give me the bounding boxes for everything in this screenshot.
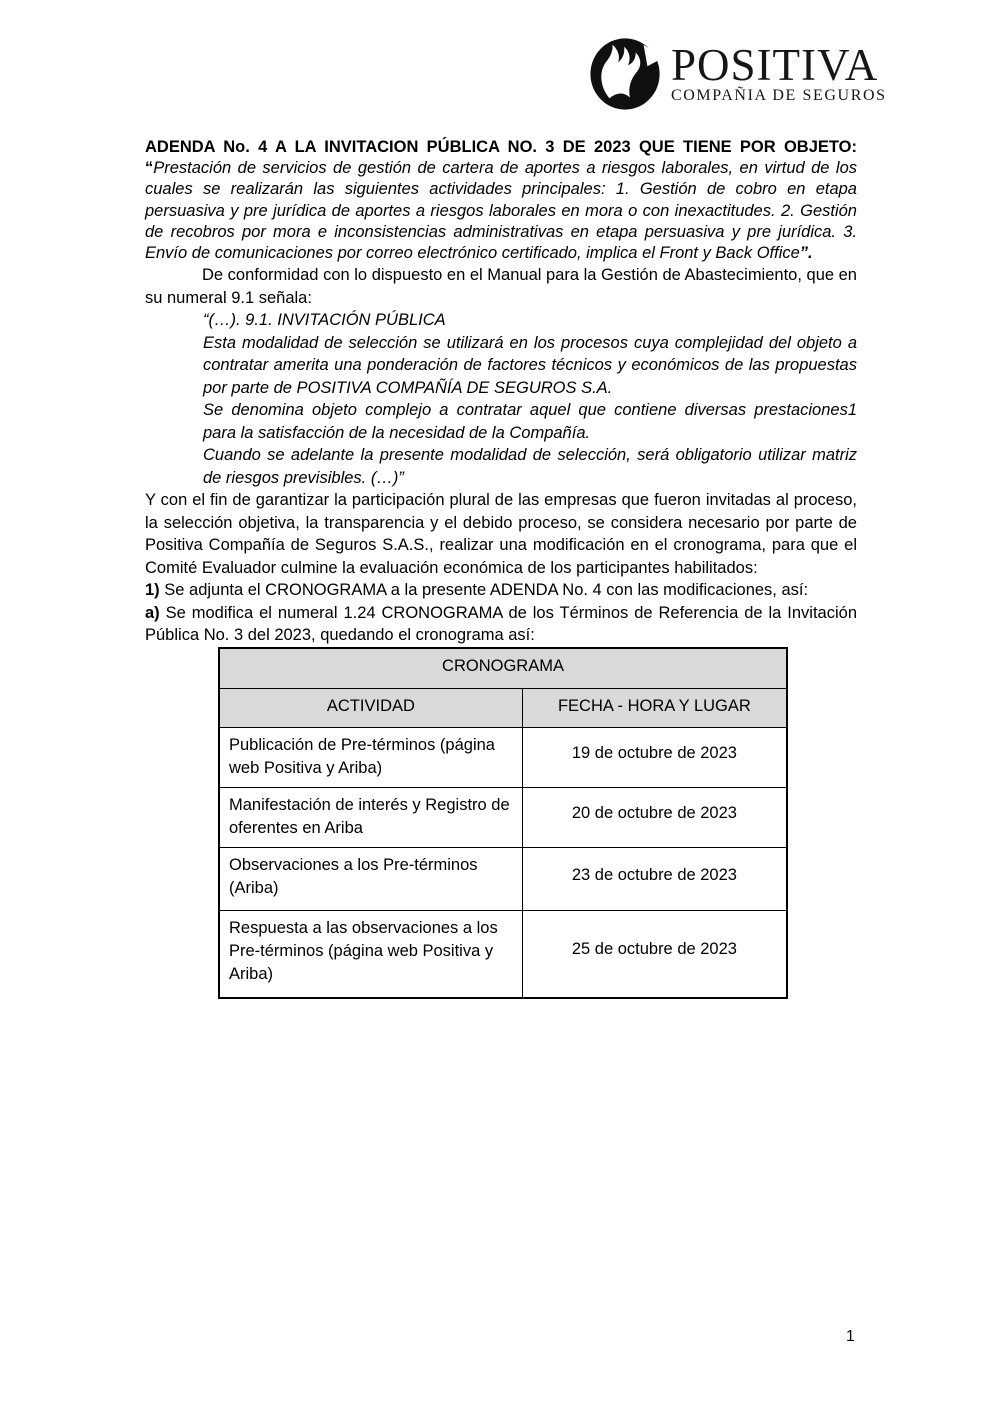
paragraph-intro: De conformidad con lo dispuesto en el Manual para la Gestión de Abastecimiento, que en su numeral 9.1 señala: (145, 266, 857, 307)
table-row (219, 848, 787, 911)
logo (588, 36, 887, 112)
quote-paragraph-1: Esta modalidad de selección se utilizará en los procesos cuya complejidad del objeto a contratar amerita una ponderación de factores técnicos y económicos de las propuestas por parte de POSITIVA COMPAÑÍA DE SEGUROS S.A. (203, 333, 857, 397)
date-cell: 20 de octubre de 2023 (522, 788, 787, 848)
date-cell: 25 de octubre de 2023 (522, 911, 787, 998)
title-lead: ADENDA No. 4 A LA INVITACION PÚBLICA NO. 3 DE 2023 QUE TIENE POR OBJETO: (145, 138, 857, 156)
activity-cell: Observaciones a los Pre-términos (Ariba) (219, 848, 522, 911)
table-row (219, 911, 787, 998)
quote-heading: “(…). 9.1. INVITACIÓN PÚBLICA (203, 311, 446, 330)
table-title-cell: CRONOGRAMA (219, 648, 787, 689)
date-cell: 23 de octubre de 2023 (522, 848, 787, 911)
document-body (145, 137, 857, 999)
item-a-text: Se modifica el numeral 1.24 CRONOGRAMA de los Términos de Referencia de la Invitación Pública No. 3 del 2023, quedando el cronograma así: (145, 603, 857, 645)
document-title (145, 137, 857, 264)
paragraph-item-1 (145, 579, 857, 602)
page-number: 1 (846, 1328, 855, 1345)
logo-text (671, 39, 887, 105)
logo-brand: POSITIVA (671, 39, 879, 90)
positiva-seal-icon (588, 36, 664, 112)
activity-cell: Manifestación de interés y Registro de oferentes en Ariba (219, 788, 522, 848)
table-title-row (219, 648, 787, 689)
cronograma-table (218, 647, 788, 999)
title-object-text: Prestación de servicios de gestión de cartera de aportes a riesgos laborales, en virtud de los cuales se realizarán las siguientes actividades principales: 1. Gestión de cobro en etapa persuasiva y pre jurídica de aportes a riesgos laborales en mora o con inexactitudes. 2. Gestión de recobros por mora e inconsistencias administrativas en etapa persuasiva y pre jurídica. 3. Envío de comunicaciones por correo electrónico certificado, implica el Front y Back Office (145, 159, 857, 263)
item-1-text: Se adjunta el CRONOGRAMA a la presente ADENDA No. 4 con las modificaciones, así: (164, 581, 809, 600)
quote-block (203, 309, 857, 489)
activity-cell: Respuesta a las observaciones a los Pre-términos (página web Positiva y Ariba) (219, 911, 522, 998)
column-header-actividad: ACTIVIDAD (219, 689, 522, 728)
table-row (219, 728, 787, 788)
table-header-row (219, 689, 787, 728)
logo-tagline: COMPAÑIA DE SEGUROS (671, 86, 887, 104)
column-header-fecha: FECHA - HORA Y LUGAR (522, 689, 787, 728)
table-row (219, 788, 787, 848)
title-quote-open: “ (145, 159, 154, 178)
date-cell: 19 de octubre de 2023 (522, 728, 787, 788)
item-a-label: a) (145, 603, 160, 622)
quote-paragraph-3: Cuando se adelante la presente modalidad de selección, será obligatorio utilizar matriz de riesgos previsibles. (…)” (203, 446, 857, 487)
quote-paragraph-2: Se denomina objeto complejo a contratar aquel que contiene diversas prestaciones1 para la satisfacción de la necesidad de la Compañía. (203, 401, 857, 442)
activity-cell: Publicación de Pre-términos (página web Positiva y Ariba) (219, 728, 522, 788)
paragraph-item-a (145, 602, 857, 647)
title-quote-close: ”. (799, 244, 813, 263)
item-1-label: 1) (145, 581, 160, 600)
paragraph-purpose: Y con el fin de garantizar la participación plural de las empresas que fueron invitadas al proceso, la selección objetiva, la transparencia y el debido proceso, se considera necesario por parte de Positiva Compañía de Seguros S.A.S., realizar una modificación en el cronograma, para que el Comité Evaluador culmine la evaluación económica de los participantes habilitados: (145, 491, 857, 577)
